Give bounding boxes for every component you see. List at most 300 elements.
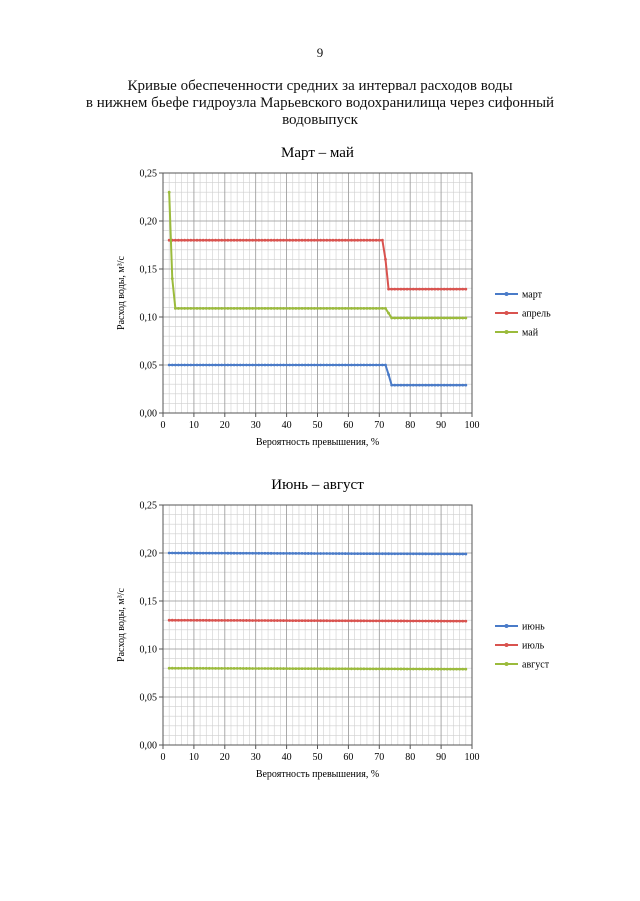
series-point xyxy=(273,619,276,622)
series-point xyxy=(276,364,279,367)
series-point xyxy=(356,307,359,310)
series-point xyxy=(254,239,257,242)
series-point xyxy=(276,667,279,670)
series-point xyxy=(396,668,399,671)
series-point xyxy=(298,239,301,242)
series-point xyxy=(260,239,263,242)
series-point xyxy=(418,668,421,671)
series-point xyxy=(393,317,396,320)
series-point xyxy=(226,307,229,310)
series-point xyxy=(298,364,301,367)
series-point xyxy=(458,384,461,387)
series-point xyxy=(282,307,285,310)
series-point xyxy=(421,552,424,555)
series-point xyxy=(313,667,316,670)
series-point xyxy=(461,620,464,623)
series-point xyxy=(270,667,273,670)
series-point xyxy=(196,667,199,670)
series-point xyxy=(378,667,381,670)
series-point xyxy=(359,619,362,622)
series-point xyxy=(239,364,242,367)
series-point xyxy=(366,667,369,670)
legend-marker xyxy=(505,311,509,315)
series-point xyxy=(393,384,396,387)
series-point xyxy=(421,384,424,387)
series-point xyxy=(273,307,276,310)
series-point xyxy=(356,364,359,367)
y-tick-label: 0,05 xyxy=(139,692,157,704)
series-point xyxy=(276,307,279,310)
series-point xyxy=(390,288,393,291)
series-point xyxy=(220,667,223,670)
series-point xyxy=(449,668,452,671)
series-point xyxy=(279,307,282,310)
series-point xyxy=(214,239,217,242)
series-point xyxy=(372,667,375,670)
series-point xyxy=(387,373,390,376)
y-tick-label: 0,25 xyxy=(139,168,157,180)
series-point xyxy=(403,620,406,623)
x-tick-label: 40 xyxy=(281,420,292,431)
series-point xyxy=(372,619,375,622)
series-point xyxy=(279,667,282,670)
series-point xyxy=(338,307,341,310)
series-point xyxy=(313,239,316,242)
series-point xyxy=(202,667,205,670)
series-point xyxy=(208,667,211,670)
series-point xyxy=(316,619,319,622)
x-tick-label: 20 xyxy=(219,752,230,763)
series-point xyxy=(217,307,220,310)
series-point xyxy=(230,307,233,310)
series-point xyxy=(248,619,251,622)
series-point xyxy=(325,239,328,242)
series-point xyxy=(347,307,350,310)
series-point xyxy=(273,239,276,242)
series-point xyxy=(381,307,384,310)
series-point xyxy=(325,364,328,367)
series-point xyxy=(335,239,338,242)
legend-marker xyxy=(505,624,509,628)
y-tick-label: 0,00 xyxy=(139,740,157,752)
x-tick-label: 100 xyxy=(464,752,480,763)
series-point xyxy=(226,239,229,242)
series-point xyxy=(168,667,171,670)
x-tick-label: 30 xyxy=(250,752,261,763)
series-point xyxy=(424,317,427,320)
series-point xyxy=(273,552,276,555)
series-point xyxy=(366,619,369,622)
series-point xyxy=(362,239,365,242)
series-point xyxy=(251,239,254,242)
series-point xyxy=(412,384,415,387)
series-point xyxy=(390,552,393,555)
series-point xyxy=(464,553,467,556)
x-tick-label: 10 xyxy=(188,752,199,763)
series-point xyxy=(455,384,458,387)
series-point xyxy=(409,620,412,623)
series-point xyxy=(276,619,279,622)
series-point xyxy=(248,552,251,555)
series-point xyxy=(424,384,427,387)
series-point xyxy=(437,317,440,320)
series-point xyxy=(270,364,273,367)
series-point xyxy=(298,667,301,670)
series-point xyxy=(168,364,171,367)
series-point xyxy=(193,667,196,670)
series-point xyxy=(400,288,403,291)
y-tick-label: 0,15 xyxy=(139,596,157,608)
series-point xyxy=(338,667,341,670)
series-point xyxy=(189,619,192,622)
series-point xyxy=(418,552,421,555)
series-point xyxy=(387,312,390,315)
series-point xyxy=(443,552,446,555)
series-point xyxy=(338,552,341,555)
series-point xyxy=(294,552,297,555)
series-point xyxy=(350,667,353,670)
series-point xyxy=(236,307,239,310)
series-point xyxy=(353,619,356,622)
y-tick-label: 0,10 xyxy=(139,312,157,324)
series-point xyxy=(273,667,276,670)
series-point xyxy=(347,239,350,242)
series-point xyxy=(458,553,461,556)
series-point xyxy=(400,384,403,387)
x-tick-label: 0 xyxy=(160,752,166,763)
series-point xyxy=(301,619,304,622)
series-point xyxy=(328,552,331,555)
series-point xyxy=(183,667,186,670)
series-point xyxy=(298,552,301,555)
series-point xyxy=(199,239,202,242)
series-point xyxy=(236,619,239,622)
series-point xyxy=(319,307,322,310)
series-point xyxy=(294,307,297,310)
series-point xyxy=(310,619,313,622)
series-point xyxy=(267,307,270,310)
series-point xyxy=(285,364,288,367)
series-point xyxy=(242,364,245,367)
series-point xyxy=(264,364,267,367)
series-point xyxy=(186,667,189,670)
series-point xyxy=(443,620,446,623)
series-point xyxy=(316,239,319,242)
series-point xyxy=(387,552,390,555)
series-point xyxy=(427,317,430,320)
series-point xyxy=(434,552,437,555)
legend-label: август xyxy=(522,659,550,671)
x-tick-label: 20 xyxy=(219,420,230,431)
series-point xyxy=(294,667,297,670)
y-tick-label: 0,15 xyxy=(139,264,157,276)
legend-label: март xyxy=(522,289,542,301)
series-point xyxy=(196,239,199,242)
series-point xyxy=(239,239,242,242)
series-point xyxy=(270,239,273,242)
series-point xyxy=(217,552,220,555)
series-point xyxy=(226,619,229,622)
series-point xyxy=(403,288,406,291)
title-line-2: в нижнем бьефе гидроузла Марьевского водохранилища через сифонный xyxy=(85,95,555,111)
series-point xyxy=(393,288,396,291)
series-point xyxy=(344,552,347,555)
series-point xyxy=(174,667,177,670)
series-point xyxy=(180,364,183,367)
series-point xyxy=(353,667,356,670)
series-point xyxy=(418,317,421,320)
series-point xyxy=(415,384,418,387)
series-point xyxy=(298,307,301,310)
series-point xyxy=(384,668,387,671)
series-point xyxy=(455,553,458,556)
chart-march-may xyxy=(0,140,640,460)
series-point xyxy=(183,239,186,242)
series-point xyxy=(403,317,406,320)
series-point xyxy=(279,364,282,367)
series-point xyxy=(193,619,196,622)
series-point xyxy=(183,307,186,310)
series-point xyxy=(291,364,294,367)
series-point xyxy=(226,667,229,670)
series-point xyxy=(427,384,430,387)
series-point xyxy=(310,552,313,555)
legend-label: июль xyxy=(522,640,545,652)
series-point xyxy=(294,619,297,622)
series-point xyxy=(276,239,279,242)
series-point xyxy=(369,667,372,670)
series-point xyxy=(196,364,199,367)
series-point xyxy=(362,364,365,367)
series-point xyxy=(421,288,424,291)
series-point xyxy=(248,307,251,310)
series-point xyxy=(381,239,384,242)
series-point xyxy=(257,239,260,242)
series-point xyxy=(458,317,461,320)
series-point xyxy=(248,667,251,670)
series-point xyxy=(335,619,338,622)
series-point xyxy=(193,307,196,310)
series-point xyxy=(171,619,174,622)
series-point xyxy=(282,667,285,670)
series-point xyxy=(446,288,449,291)
series-point xyxy=(267,239,270,242)
series-point xyxy=(443,317,446,320)
series-point xyxy=(186,307,189,310)
series-point xyxy=(236,552,239,555)
series-point xyxy=(328,307,331,310)
legend-label: май xyxy=(522,327,539,339)
series-point xyxy=(347,552,350,555)
series-point xyxy=(437,668,440,671)
series-point xyxy=(440,288,443,291)
series-point xyxy=(344,307,347,310)
series-point xyxy=(437,620,440,623)
series-point xyxy=(390,620,393,623)
series-point xyxy=(242,239,245,242)
series-point xyxy=(260,307,263,310)
series-point xyxy=(211,667,214,670)
series-point xyxy=(372,239,375,242)
series-point xyxy=(202,364,205,367)
series-point xyxy=(208,307,211,310)
series-point xyxy=(366,239,369,242)
series-point xyxy=(356,552,359,555)
series-point xyxy=(396,317,399,320)
series-point xyxy=(254,307,257,310)
series-point xyxy=(301,364,304,367)
series-point xyxy=(307,667,310,670)
series-point xyxy=(217,239,220,242)
series-point xyxy=(267,364,270,367)
series-point xyxy=(264,307,267,310)
series-point xyxy=(359,552,362,555)
series-point xyxy=(461,317,464,320)
series-point xyxy=(186,239,189,242)
series-point xyxy=(199,552,202,555)
series-point xyxy=(202,619,205,622)
series-point xyxy=(452,288,455,291)
series-point xyxy=(332,307,335,310)
series-point xyxy=(430,317,433,320)
series-point xyxy=(189,239,192,242)
legend-marker xyxy=(505,662,509,666)
series-point xyxy=(273,364,276,367)
series-point xyxy=(251,667,254,670)
series-point xyxy=(230,239,233,242)
series-point xyxy=(230,667,233,670)
series-point xyxy=(381,552,384,555)
series-point xyxy=(282,239,285,242)
series-point xyxy=(291,667,294,670)
series-point xyxy=(168,619,171,622)
series-point xyxy=(304,364,307,367)
series-point xyxy=(366,307,369,310)
series-point xyxy=(310,239,313,242)
series-point xyxy=(461,384,464,387)
series-point xyxy=(464,317,467,320)
series-point xyxy=(362,552,365,555)
series-point xyxy=(443,668,446,671)
series-point xyxy=(332,552,335,555)
series-point xyxy=(393,552,396,555)
series-point xyxy=(400,668,403,671)
series-point xyxy=(356,239,359,242)
series-point xyxy=(239,667,242,670)
series-point xyxy=(202,239,205,242)
series-point xyxy=(455,288,458,291)
series-point xyxy=(251,619,254,622)
series-point xyxy=(304,667,307,670)
series-point xyxy=(304,552,307,555)
series-point xyxy=(254,552,257,555)
series-point xyxy=(199,364,202,367)
series-point xyxy=(180,239,183,242)
y-axis-label: Расход воды, м³/с xyxy=(116,256,127,330)
series-point xyxy=(369,364,372,367)
series-point xyxy=(168,552,171,555)
series-point xyxy=(288,667,291,670)
series-point xyxy=(226,364,229,367)
series-point xyxy=(421,317,424,320)
series-point xyxy=(375,552,378,555)
series-point xyxy=(211,364,214,367)
series-point xyxy=(270,619,273,622)
series-point xyxy=(270,552,273,555)
series-point xyxy=(211,619,214,622)
series-point xyxy=(174,239,177,242)
series-point xyxy=(189,364,192,367)
series-point xyxy=(427,288,430,291)
series-point xyxy=(455,668,458,671)
title-line-3: водовыпуск xyxy=(282,112,358,128)
series-point xyxy=(362,619,365,622)
series-point xyxy=(310,307,313,310)
series-point xyxy=(251,552,254,555)
legend-marker xyxy=(505,292,509,296)
series-point xyxy=(344,239,347,242)
series-point xyxy=(205,552,208,555)
series-point xyxy=(461,288,464,291)
series-point xyxy=(430,288,433,291)
series-point xyxy=(347,667,350,670)
y-tick-label: 0,00 xyxy=(139,408,157,420)
series-point xyxy=(199,307,202,310)
series-point xyxy=(217,619,220,622)
series-point xyxy=(193,239,196,242)
series-point xyxy=(288,307,291,310)
series-point xyxy=(242,307,245,310)
series-point xyxy=(452,553,455,556)
series-point xyxy=(319,552,322,555)
x-tick-label: 50 xyxy=(312,752,323,763)
series-point xyxy=(180,552,183,555)
series-point xyxy=(245,619,248,622)
series-point xyxy=(393,620,396,623)
series-point xyxy=(291,619,294,622)
series-point xyxy=(301,667,304,670)
series-point xyxy=(183,364,186,367)
series-point xyxy=(446,317,449,320)
y-tick-label: 0,10 xyxy=(139,644,157,656)
series-point xyxy=(223,667,226,670)
series-point xyxy=(341,667,344,670)
series-point xyxy=(412,317,415,320)
series-point xyxy=(440,620,443,623)
series-point xyxy=(427,552,430,555)
series-point xyxy=(294,239,297,242)
series-point xyxy=(319,667,322,670)
series-point xyxy=(332,619,335,622)
series-point xyxy=(242,552,245,555)
series-point xyxy=(424,288,427,291)
series-point xyxy=(396,552,399,555)
series-point xyxy=(260,667,263,670)
series-point xyxy=(387,620,390,623)
series-point xyxy=(381,667,384,670)
series-point xyxy=(223,239,226,242)
series-point xyxy=(233,239,236,242)
x-axis-label: Вероятность превышения, % xyxy=(255,769,380,780)
series-point xyxy=(434,668,437,671)
series-point xyxy=(452,620,455,623)
series-point xyxy=(316,667,319,670)
series-point xyxy=(279,619,282,622)
series-point xyxy=(434,620,437,623)
series-point xyxy=(301,307,304,310)
series-point xyxy=(288,619,291,622)
series-point xyxy=(418,384,421,387)
